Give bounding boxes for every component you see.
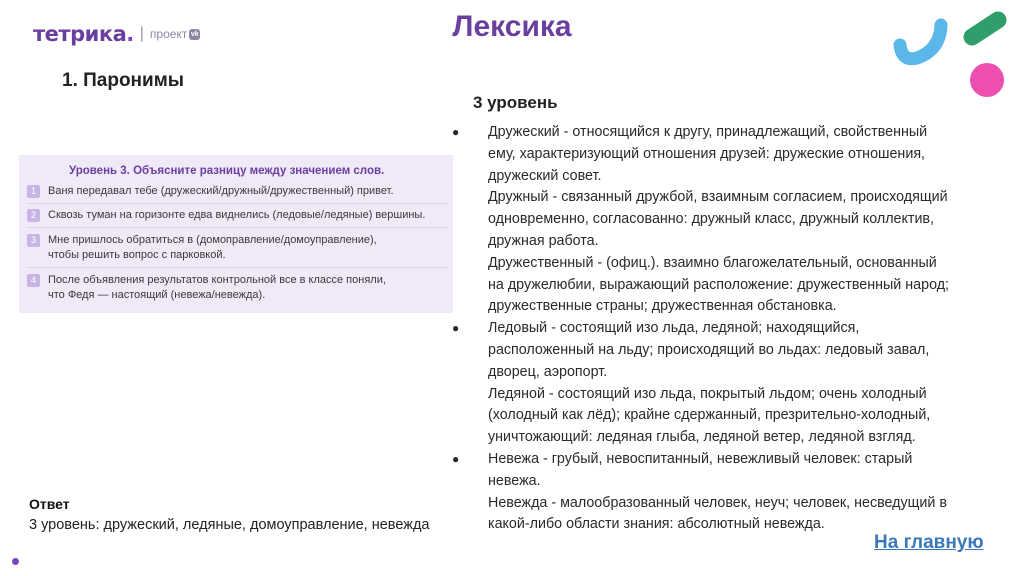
task-item — [27, 208, 447, 223]
decorative-shapes — [885, 0, 1024, 110]
section-title: 1. Паронимы — [62, 70, 184, 91]
definition-line: какой-либо области знания: абсолютный невежда. — [488, 516, 825, 533]
pink-circle-shape — [970, 63, 1004, 97]
definition-line: Дружный - связанный дружбой, взаимным согласием, происходящий — [488, 189, 948, 206]
logo-wordmark: тетрика — [33, 22, 127, 46]
definition-line: одновременно, согласованно: дружный класс, дружный коллектив, — [488, 211, 935, 228]
definition-line: Ледяной - состоящий изо льда, покрытый льдом; очень холодный — [488, 385, 927, 402]
definitions-list — [452, 122, 1012, 536]
task-text: Мне пришлось обратиться в (домоправление/домоуправление), — [48, 234, 377, 246]
bullet-icon: ● — [452, 125, 460, 139]
task-text: что Федя — настоящий (невежа/невежда). — [48, 289, 266, 301]
definition-line: дворец, аэропорт. — [488, 363, 608, 380]
task-divider — [27, 203, 447, 204]
task-heading: Уровень 3. Объясните разницу между значением слов. — [69, 165, 385, 177]
task-text: Сквозь туман на горизонте едва виднелись (ледовые/ледяные) вершины. — [48, 209, 426, 221]
definition-line: дружеский совет. — [488, 167, 602, 184]
task-card — [19, 155, 453, 313]
task-item — [27, 273, 447, 303]
definition-line: уничтожающий: ледяная глыба, ледяной ветер, ледяной взгляд. — [488, 429, 916, 446]
page-title: Лексика — [452, 10, 572, 43]
answer-label: Ответ — [29, 496, 70, 512]
logo-separator: | — [139, 25, 144, 42]
task-divider — [27, 267, 447, 268]
task-item — [27, 184, 447, 199]
task-item — [27, 233, 447, 263]
definition-line: дружественные страны; дружественная обстановка. — [488, 298, 837, 315]
logo-dot: . — [126, 22, 134, 46]
answer-text: 3 уровень: дружеский, ледяные, домоуправление, невежда — [29, 517, 430, 533]
definition-line: расположенный на льду; происходящий во льдах: ледовый завал, — [488, 341, 930, 358]
definition-line: (холодный как лёд); крайне сдержанный, презрительно-холодный, — [488, 407, 931, 424]
bullet-icon: ● — [452, 451, 460, 466]
home-link[interactable]: На главную — [874, 532, 984, 553]
definition-line: дружная работа. — [488, 232, 599, 249]
definition-line: Невежда - малообразованный человек, неуч; человек, несведущий в — [488, 494, 947, 511]
task-divider — [27, 227, 447, 228]
blue-arc-shape — [900, 25, 941, 59]
definition-line: Ледовый - состоящий изо льда, ледяной; находящийся, — [488, 320, 860, 337]
definition-line: на дружелюбии, выражающий расположение: дружественный народ; — [488, 276, 950, 293]
side-dot-icon — [12, 558, 19, 565]
task-number: 2 — [27, 209, 40, 222]
definition-group-druzh — [452, 122, 1012, 318]
task-number: 1 — [27, 185, 40, 198]
level-title: 3 уровень — [473, 93, 558, 112]
definition-line: невежа. — [488, 472, 541, 489]
bullet-icon: ● — [452, 321, 460, 336]
vk-icon: vk — [190, 30, 199, 38]
definition-group-led — [452, 318, 1012, 449]
definition-line: ему, характеризующий отношения друзей: дружеские отношения, — [488, 145, 926, 162]
task-text: После объявления результатов контрольной все в классе поняли, — [48, 274, 386, 286]
task-text: Ваня передавал тебе (дружеский/дружный/дружественный) привет. — [48, 185, 394, 197]
logo-project-label: проект — [149, 27, 188, 41]
definition-line: Невежа - грубый, невоспитанный, невежливый человек: старый — [488, 450, 913, 467]
task-text: чтобы решить вопрос с парковкой. — [48, 249, 226, 261]
task-number: 4 — [27, 274, 40, 287]
definition-line: Дружеский - относящийся к другу, принадлежащий, свойственный — [488, 124, 928, 140]
task-number: 3 — [27, 234, 40, 247]
definition-group-nevezh — [452, 449, 1012, 536]
green-pill-shape — [972, 20, 998, 37]
definition-line: Дружественный - (офиц.). взаимно благожелательный, основанный — [488, 254, 937, 271]
